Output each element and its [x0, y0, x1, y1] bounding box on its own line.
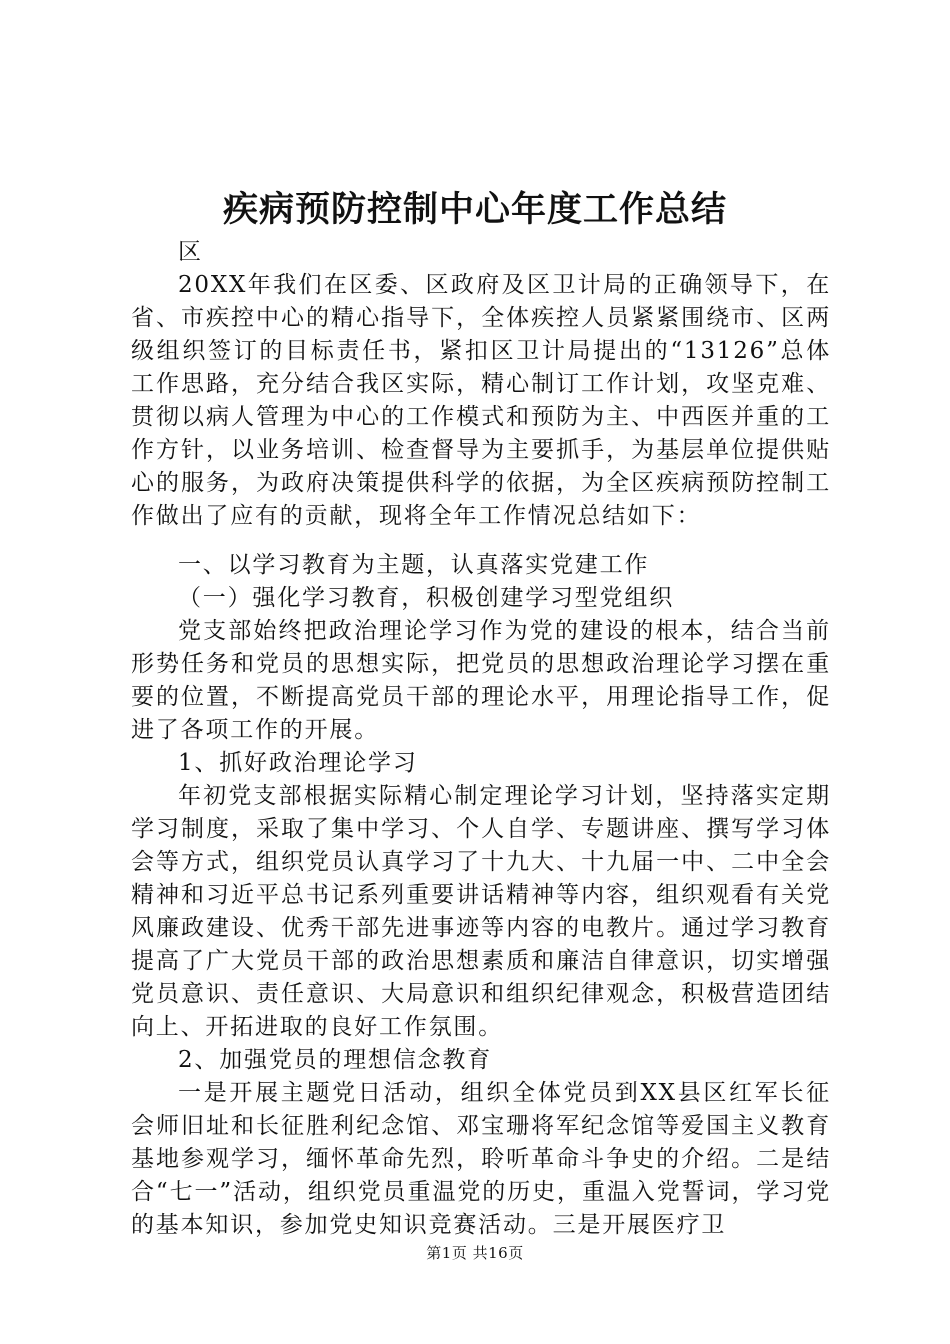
item-heading-1: 1、抓好政治理论学习 — [178, 750, 418, 776]
document-body — [131, 236, 831, 1242]
page-footer: 第1页 共16页 — [426, 1244, 524, 1262]
paragraph-belief-education: 一是开展主题党日活动，组织全体党员到XX县区红军长征会师旧址和长征胜利纪念馆、邓宝珊将军纪念馆等爱国主义教育基地参观学习，缅怀革命先烈，聆听革命斗争史的介绍。二是结合“七一”活动，组织党员重温党的历史，重温入党誓词，学习党的基本知识，参加党史知识竞赛活动。三是开展医疗卫 — [131, 1080, 831, 1238]
item-heading-2: 2、加强党员的理想信念教育 — [178, 1047, 493, 1073]
document-title: 疾病预防控制中心年度工作总结 — [222, 189, 727, 230]
paragraph-intro: 20XX年我们在区委、区政府及区卫计局的正确领导下，在省、市疾控中心的精心指导下，全体疾控人员紧紧围绕市、区两级组织签订的目标责任书，紧扣区卫计局提出的“13126”总体工作思路，充分结合我区实际，精心制订工作计划，攻坚克难、贯彻以病人管理为中心的工作模式和预防为主、中西医并重的工作方针，以业务培训、检查督导为主要抓手，为基层单位提供贴心的服务，为政府决策提供科学的依据，为全区疾病预防控制工作做出了应有的贡献，现将全年工作情况总结如下： — [131, 272, 831, 529]
subsection-heading: （一）强化学习教育，积极创建学习型党组织 — [178, 585, 674, 611]
section-heading: 一、以学习教育为主题，认真落实党建工作 — [178, 552, 650, 578]
paragraph-party-study: 党支部始终把政治理论学习作为党的建设的根本，结合当前形势任务和党员的思想实际，把党员的思想政治理论学习摆在重要的位置，不断提高党员干部的理论水平，用理论指导工作，促进了各项工作的开展。 — [131, 618, 831, 743]
paragraph-theory-study: 年初党支部根据实际精心制定理论学习计划，坚持落实定期学习制度，采取了集中学习、个人自学、专题讲座、撰写学习体会等方式，组织党员认真学习了十九大、十九届一中、二中全会精神和习近平总书记系列重要讲话精神等内容，组织观看有关党风廉政建设、优秀干部先进事迹等内容的电教片。通过学习教育提高了广大党员干部的政治思想素质和廉洁自律意识，切实增强党员意识、责任意识、大局意识和组织纪律观念，积极营造团结向上、开拓进取的良好工作氛围。 — [131, 783, 831, 1040]
paragraph-greeting: 区 — [178, 239, 203, 265]
